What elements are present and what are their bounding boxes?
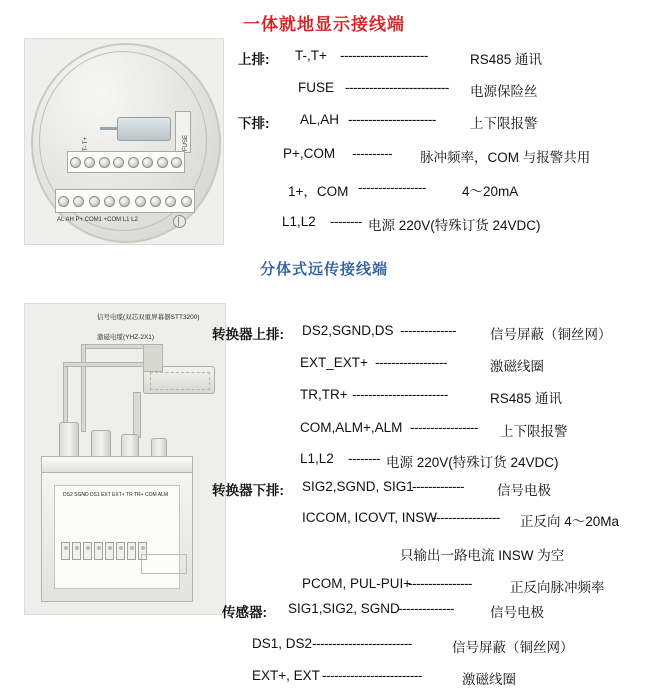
row-dashes-1: -------------------------- [345,80,449,95]
exciting-cable-label: 激磁电缆(YHZ-2X1) [97,334,155,341]
remote-converter-photo [24,303,226,615]
row-terms-5: L1,L2 [282,214,316,229]
row-desc-2: 上下限报警 [470,116,538,131]
signal-cable-label: 信号电缆(双芯双重屏幕器STT3200) [97,314,200,321]
fuse-photo-label: FUSE [183,134,189,151]
screw-icon [89,196,100,207]
converter-bottom-prefix: 转换器下排: [212,483,284,498]
screw-icon [128,157,139,168]
terminal-icon [105,542,114,560]
ct-terms-1: EXT_EXT+ [300,355,368,370]
ct-terms-3: COM,ALM+,ALM [300,420,403,435]
screw-icon [135,196,146,207]
screw-icon [58,196,69,207]
screw-icon [84,157,95,168]
ct-dashes-1: ------------------ [375,355,447,370]
screw-icon [119,196,130,207]
row-desc-5: 电源 220V(特殊订货 24VDC) [368,218,541,233]
row-desc-0: RS485 通讯 [470,52,543,67]
row-desc-3: 脉冲频率，COM 与报警共用 [420,150,591,165]
cb-desc-1: 正反向 4～20Ma [520,514,620,529]
sensor-prefix: 传感器: [222,605,267,620]
cb-desc-3: 正反向脉冲频率 [510,580,605,595]
terminal-icon [72,542,81,560]
top-terminal-block [67,151,185,173]
row-prefix-top: 上排: [238,52,270,67]
terminal-icon [94,542,103,560]
bottom-terminal-photo-label: AL AH P+ COM1 +COM L1 L2 [57,217,138,223]
page-title: 一体就地显示接线端 [243,15,405,34]
row-desc-4: 4～20mA [462,184,519,199]
ct-dashes-0: -------------- [400,323,456,338]
row-desc-1: 电源保险丝 [470,84,538,99]
ct-terms-4: L1,L2 [300,451,334,466]
cb-terms-1: ICCOM, ICOVT, INSW [302,510,437,525]
sensor-terms-2: EXT+, EXT [252,668,320,683]
screw-icon [70,157,81,168]
sensor-stalk [133,392,141,438]
screw-icon [150,196,161,207]
screw-icon [73,196,84,207]
row-dashes-0: ---------------------- [340,48,428,63]
sensor-terms-1: DS1, DS2 [252,636,313,651]
converter-body [41,472,193,602]
top-terminal-photo-label: T- T+ [83,136,89,151]
ct-desc-3: 上下限报警 [500,424,568,439]
cb-dashes-3: ---------------- [408,576,472,591]
ct-desc-4: 电源 220V(特殊订货 24VDC) [386,455,559,470]
sensor-dashes-1: ------------------------- [312,636,412,651]
sensor-desc-1: 信号屏蔽（铜丝网） [452,640,574,655]
cb-dashes-1: ----------------- [432,510,500,525]
row-terms-0: T-,T+ [295,48,327,63]
row-prefix-bottom: 下排: [238,116,270,131]
terminal-icon [83,542,92,560]
terminal-icon [127,542,136,560]
terminal-icon [61,542,70,560]
ct-dashes-3: ----------------- [410,420,478,435]
cable-lead [63,362,147,367]
ct-desc-1: 激磁线圈 [490,359,544,374]
screw-icon [165,196,176,207]
ct-terms-0: DS2,SGND,DS [302,323,394,338]
sensor-desc-2: 激磁线圈 [462,672,516,687]
cable-lead [83,344,149,349]
row-terms-4: 1+，COM [288,184,349,199]
screw-icon [157,157,168,168]
section-subtitle: 分体式远传接线端 [259,261,388,278]
converter-wiring-diagram [141,554,187,574]
converter-top-prefix: 转换器上排: [212,327,284,342]
integrated-head-photo [24,38,224,245]
screw-icon [99,157,110,168]
sensor-dashes-0: -------------- [398,601,454,616]
row-dashes-2: ---------------------- [348,112,436,127]
converter-terminal-row [61,542,147,560]
ct-desc-2: RS485 通讯 [490,391,563,406]
row-terms-1: FUSE [298,80,335,95]
terminal-photo-labels: DS2 SGND DS1 EXT EXT+ TR TR+ COM ALM [63,492,169,498]
converter-post-1 [59,422,79,460]
row-terms-3: P+,COM [283,146,336,161]
cb-terms-0: SIG2,SGND, SIG1 [302,479,414,494]
bottom-terminal-block [55,189,195,213]
sensor-desc-0: 信号电极 [490,605,544,620]
terminal-icon [116,542,125,560]
sensor-terms-0: SIG1,SIG2, SGND [288,601,400,616]
ground-screw-icon [173,215,186,228]
cb-dashes-0: ------------- [412,479,464,494]
cb-terms-3: PCOM, PUL-PUI+ [302,576,412,591]
row-dashes-4: ----------------- [358,180,426,195]
ct-terms-2: TR,TR+ [300,387,348,402]
capacitor-component [117,117,171,141]
cable-gland [143,344,163,372]
cable-lead [81,344,86,432]
cb-desc-0: 信号电极 [497,483,551,498]
cb-note: 只输出一路电流 INSW 为空 [400,548,565,563]
sensor-dashes-2: ------------------------- [322,668,422,683]
ct-desc-0: 信号屏蔽（铜丝网） [490,327,612,342]
screw-icon [142,157,153,168]
screw-icon [113,157,124,168]
ct-dashes-4: -------- [348,451,380,466]
screw-icon [181,196,192,207]
converter-terminal-panel [54,485,180,589]
ct-dashes-2: ------------------------ [352,387,448,402]
screw-icon [104,196,115,207]
row-dashes-3: ---------- [352,146,392,161]
row-terms-2: AL,AH [300,112,340,127]
row-dashes-5: -------- [330,214,362,229]
screw-icon [171,157,182,168]
